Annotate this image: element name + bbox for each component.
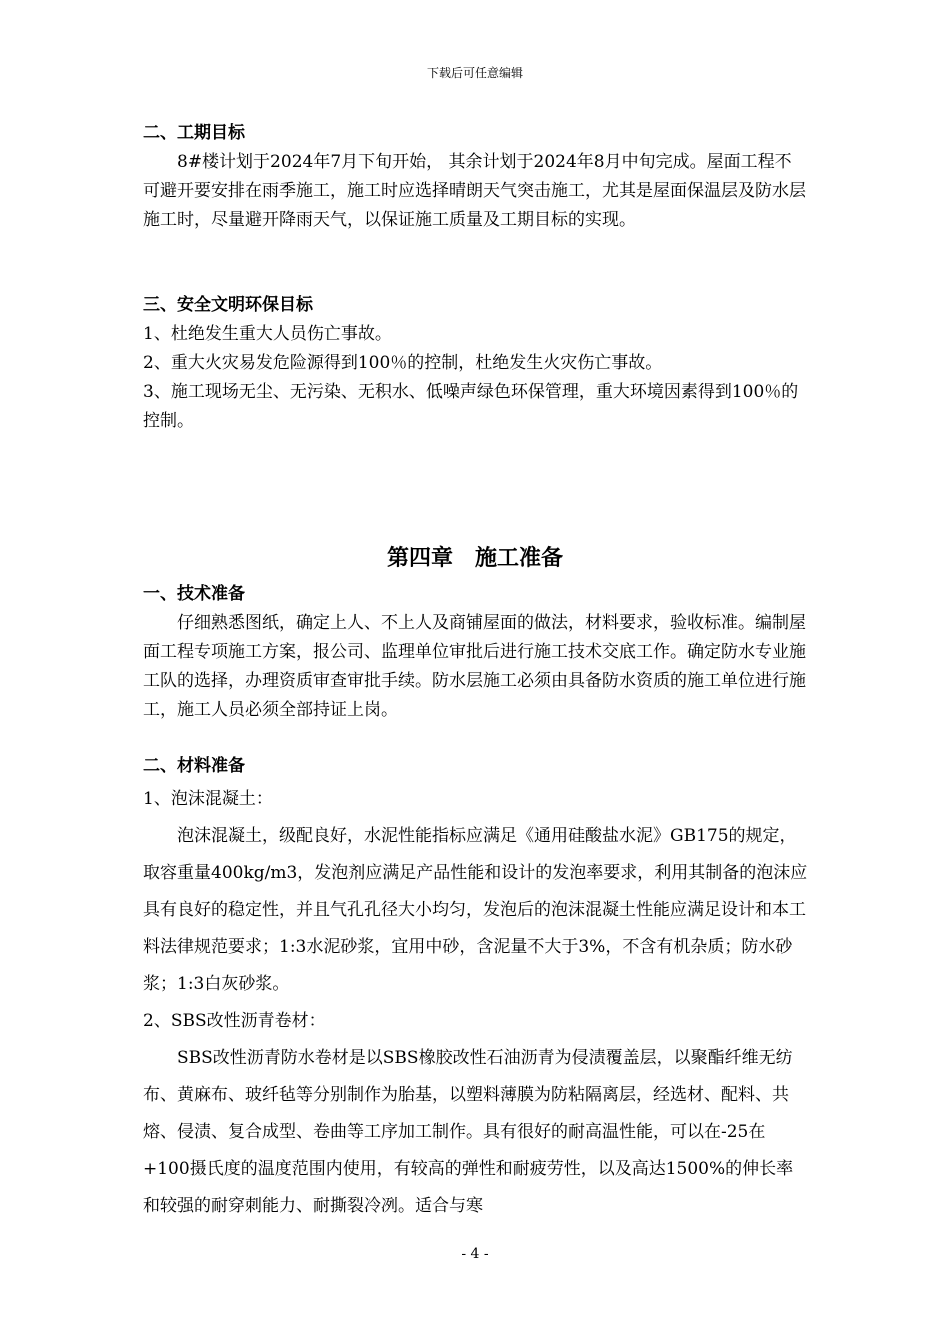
paragraph: 8#楼计划于2024年7月下旬开始， 其余计划于2024年8月中旬完成。屋面工程不可避开要安排在雨季施工，施工时应选择晴朗天气突击施工，尤其是屋面保温层及防水层施工时，尽量避开降雨天气，以保证施工质量及工期目标的实现。 [143, 152, 806, 230]
section-title: 二、工期目标 [143, 123, 245, 143]
list-item: 1、杜绝发生重大人员伤亡事故。 [143, 324, 392, 344]
section-title: 一、技术准备 [143, 584, 245, 604]
list-item: 3、施工现场无尘、无污染、无积水、低噪声绿色环保管理，重大环境因素得到100％的控制。 [143, 382, 799, 431]
subsection-title-foam-concrete: 1、泡沫混凝土： [143, 789, 273, 809]
paragraph: 仔细熟悉图纸，确定上人、不上人及商铺屋面的做法，材料要求，验收标准。编制屋面工程专项施工方案，报公司、监理单位审批后进行施工技术交底工作。确定防水专业施工队的选择，办理资质审查审批手续。防水层施工必须由具备防水资质的施工单位进行施工，施工人员必须全部持证上岗。 [143, 613, 806, 720]
section-schedule [143, 119, 808, 235]
section-title: 三、安全文明环保目标 [143, 295, 313, 315]
subsection-title-sbs-membrane: 2、SBS改性沥青卷材： [143, 1011, 326, 1031]
chapter-title: 第四章 施工准备 [386, 546, 563, 571]
paragraph-foam-concrete: 泡沫混凝土，级配良好，水泥性能指标应满足《通用硅酸盐水泥》GB175的规定，取容重量400kg/m3，发泡剂应满足产品性能和设计的发泡率要求，利用其制备的泡沫应具有良好的稳定性，并且气孔孔径大小均匀，发泡后的泡沫混凝土性能应满足设计和本工料法律规范要求；1:3水泥砂浆，宜用中砂，含泥量不大于3%，不含有机杂质；防水砂浆；1:3白灰砂浆。 [143, 826, 808, 994]
page-number: - 4 - [461, 1246, 489, 1262]
section-title: 二、材料准备 [143, 756, 245, 776]
paragraph-sbs-membrane: SBS改性沥青防水卷材是以SBS橡胶改性石油沥青为侵渍覆盖层，以聚酯纤维无纺布、黄麻布、玻纤毡等分别制作为胎基，以塑料薄膜为防粘隔离层，经选材、配料、共熔、侵渍、复合成型、卷曲等工序加工制作。具有很好的耐高温性能，可以在-25在+100摄氏度的温度范围内使用，有较高的弹性和耐疲劳性，以及高达1500%的伸长率和较强的耐穿刺能力、耐撕裂冷冽。适合与寒 [143, 1048, 794, 1216]
page-header-note: 下载后可任意编辑 [426, 66, 523, 80]
section-safety [143, 291, 808, 436]
list-item: 2、重大火灾易发危险源得到100％的控制，杜绝发生火灾伤亡事故。 [143, 353, 663, 373]
section-technical-prep [143, 580, 808, 725]
section-materials-prep [143, 752, 808, 1225]
